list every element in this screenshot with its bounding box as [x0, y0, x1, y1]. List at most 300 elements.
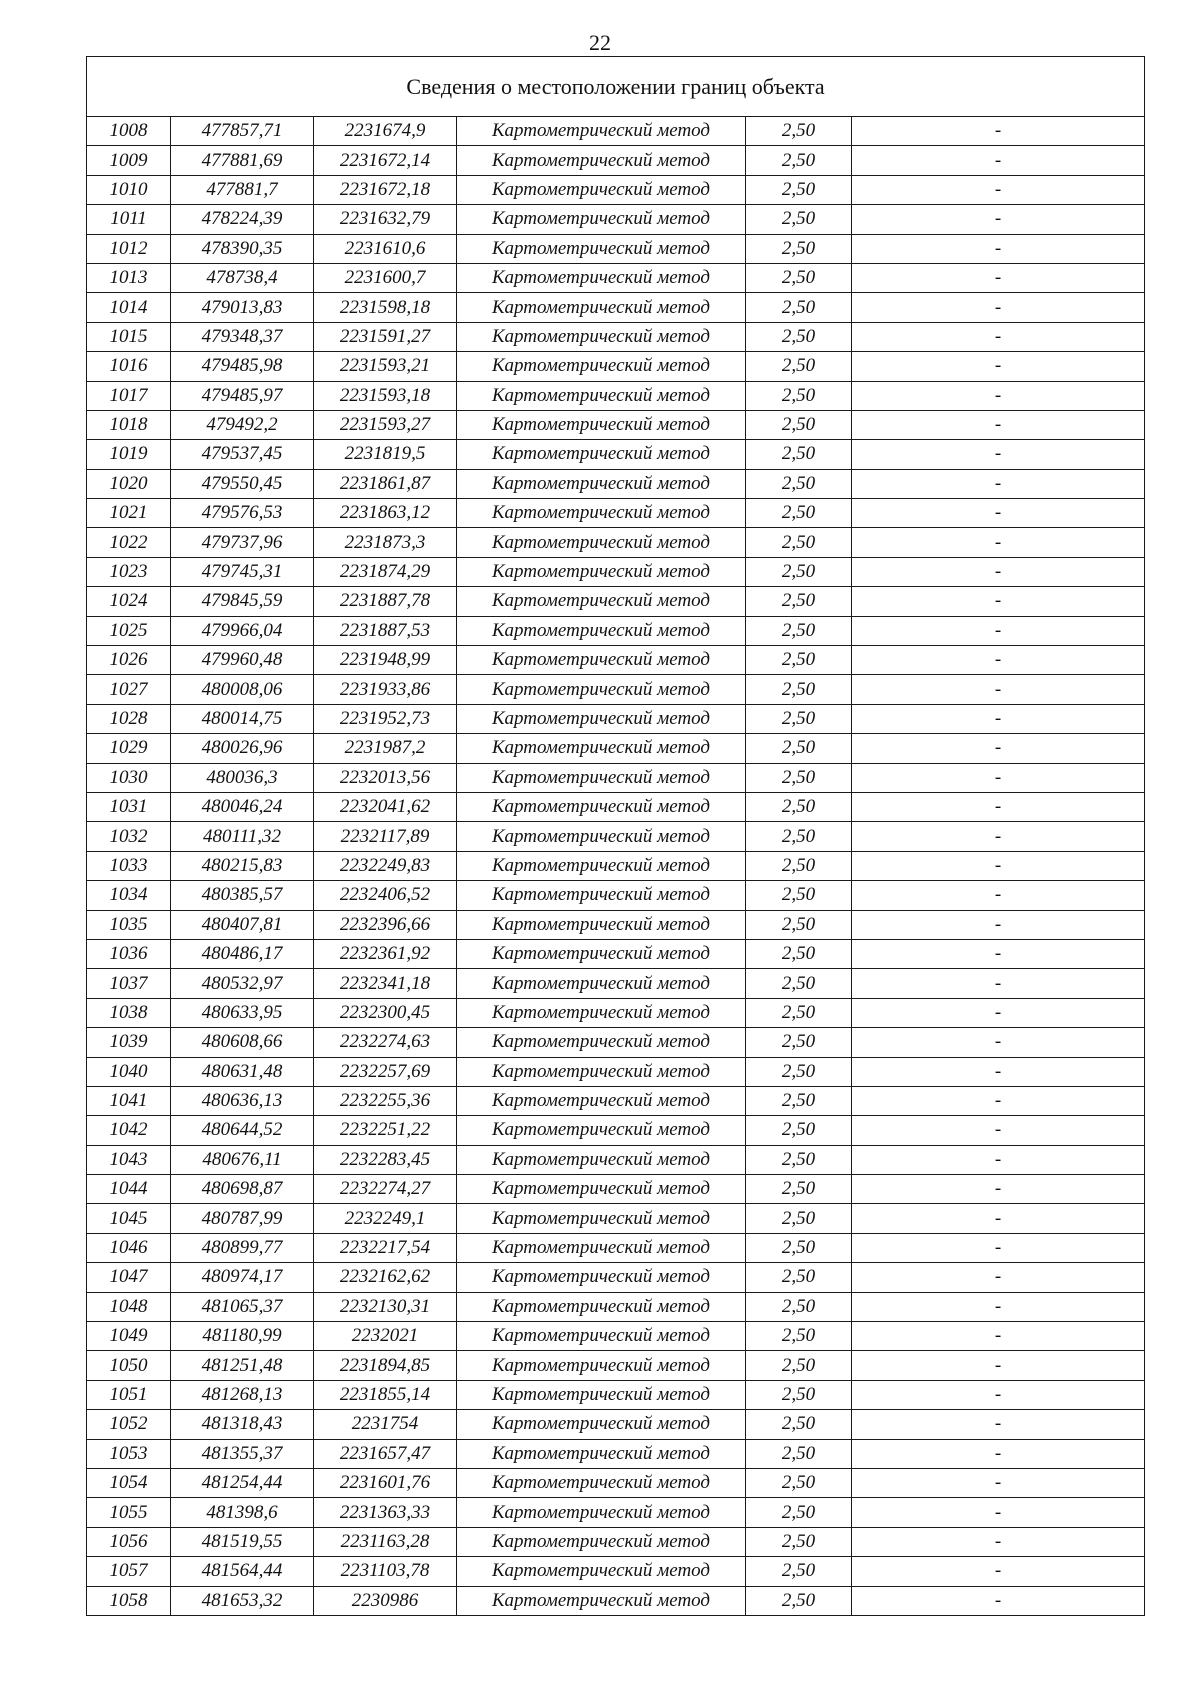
point-number-cell: 1015 [87, 322, 171, 351]
x-coordinate-cell: 479348,37 [171, 322, 314, 351]
y-coordinate-cell: 2231874,29 [314, 557, 457, 586]
y-coordinate-cell: 2231672,18 [314, 175, 457, 204]
description-cell: - [852, 1527, 1145, 1556]
accuracy-cell: 2,50 [746, 1028, 852, 1057]
y-coordinate-cell: 2232013,56 [314, 763, 457, 792]
description-cell: - [852, 146, 1145, 175]
point-number-cell: 1036 [87, 939, 171, 968]
y-coordinate-cell: 2231632,79 [314, 205, 457, 234]
accuracy-cell: 2,50 [746, 792, 852, 821]
description-cell: - [852, 616, 1145, 645]
table-row [87, 1263, 1145, 1292]
x-coordinate-cell: 479485,97 [171, 381, 314, 410]
point-number-cell: 1021 [87, 499, 171, 528]
table-row [87, 616, 1145, 645]
description-cell: - [852, 939, 1145, 968]
accuracy-cell: 2,50 [746, 939, 852, 968]
description-cell: - [852, 675, 1145, 704]
table-row [87, 1586, 1145, 1615]
method-cell: Картометрический метод [457, 1292, 746, 1321]
table-title-row [87, 57, 1145, 117]
accuracy-cell: 2,50 [746, 205, 852, 234]
x-coordinate-cell: 481180,99 [171, 1322, 314, 1351]
method-cell: Картометрический метод [457, 410, 746, 439]
accuracy-cell: 2,50 [746, 117, 852, 146]
accuracy-cell: 2,50 [746, 1145, 852, 1174]
description-cell: - [852, 175, 1145, 204]
x-coordinate-cell: 479966,04 [171, 616, 314, 645]
x-coordinate-cell: 480026,96 [171, 734, 314, 763]
accuracy-cell: 2,50 [746, 1116, 852, 1145]
point-number-cell: 1022 [87, 528, 171, 557]
method-cell: Картометрический метод [457, 851, 746, 880]
description-cell: - [852, 499, 1145, 528]
description-cell: - [852, 1057, 1145, 1086]
table-row [87, 1439, 1145, 1468]
x-coordinate-cell: 479537,45 [171, 440, 314, 469]
y-coordinate-cell: 2232341,18 [314, 969, 457, 998]
description-cell: - [852, 1380, 1145, 1409]
description-cell: - [852, 1175, 1145, 1204]
description-cell: - [852, 704, 1145, 733]
x-coordinate-cell: 481519,55 [171, 1527, 314, 1556]
table-row [87, 792, 1145, 821]
x-coordinate-cell: 479737,96 [171, 528, 314, 557]
description-cell: - [852, 1086, 1145, 1115]
y-coordinate-cell: 2231103,78 [314, 1557, 457, 1586]
x-coordinate-cell: 479013,83 [171, 293, 314, 322]
method-cell: Картометрический метод [457, 322, 746, 351]
point-number-cell: 1009 [87, 146, 171, 175]
description-cell: - [852, 1322, 1145, 1351]
y-coordinate-cell: 2231933,86 [314, 675, 457, 704]
method-cell: Картометрический метод [457, 822, 746, 851]
point-number-cell: 1011 [87, 205, 171, 234]
accuracy-cell: 2,50 [746, 1322, 852, 1351]
accuracy-cell: 2,50 [746, 851, 852, 880]
accuracy-cell: 2,50 [746, 1233, 852, 1262]
method-cell: Картометрический метод [457, 1351, 746, 1380]
x-coordinate-cell: 481653,32 [171, 1586, 314, 1615]
y-coordinate-cell: 2231674,9 [314, 117, 457, 146]
accuracy-cell: 2,50 [746, 1292, 852, 1321]
table-row [87, 322, 1145, 351]
method-cell: Картометрический метод [457, 1204, 746, 1233]
point-number-cell: 1043 [87, 1145, 171, 1174]
table-row [87, 1145, 1145, 1174]
x-coordinate-cell: 480407,81 [171, 910, 314, 939]
description-cell: - [852, 851, 1145, 880]
table-row [87, 1468, 1145, 1497]
method-cell: Картометрический метод [457, 939, 746, 968]
description-cell: - [852, 910, 1145, 939]
description-cell: - [852, 1468, 1145, 1497]
point-number-cell: 1014 [87, 293, 171, 322]
y-coordinate-cell: 2232021 [314, 1322, 457, 1351]
x-coordinate-cell: 480036,3 [171, 763, 314, 792]
point-number-cell: 1054 [87, 1468, 171, 1497]
x-coordinate-cell: 480608,66 [171, 1028, 314, 1057]
description-cell: - [852, 646, 1145, 675]
y-coordinate-cell: 2231873,3 [314, 528, 457, 557]
x-coordinate-cell: 481254,44 [171, 1468, 314, 1497]
description-cell: - [852, 1145, 1145, 1174]
accuracy-cell: 2,50 [746, 998, 852, 1027]
y-coordinate-cell: 2231894,85 [314, 1351, 457, 1380]
x-coordinate-cell: 481398,6 [171, 1498, 314, 1527]
accuracy-cell: 2,50 [746, 763, 852, 792]
accuracy-cell: 2,50 [746, 587, 852, 616]
point-number-cell: 1018 [87, 410, 171, 439]
table-row [87, 234, 1145, 263]
accuracy-cell: 2,50 [746, 1468, 852, 1497]
table-row [87, 175, 1145, 204]
x-coordinate-cell: 480636,13 [171, 1086, 314, 1115]
point-number-cell: 1047 [87, 1263, 171, 1292]
table-row [87, 352, 1145, 381]
x-coordinate-cell: 480111,32 [171, 822, 314, 851]
description-cell: - [852, 293, 1145, 322]
table-row [87, 704, 1145, 733]
table-row [87, 528, 1145, 557]
x-coordinate-cell: 481268,13 [171, 1380, 314, 1409]
table-row [87, 587, 1145, 616]
y-coordinate-cell: 2231819,5 [314, 440, 457, 469]
method-cell: Картометрический метод [457, 792, 746, 821]
table-row [87, 146, 1145, 175]
point-number-cell: 1051 [87, 1380, 171, 1409]
method-cell: Картометрический метод [457, 1557, 746, 1586]
method-cell: Картометрический метод [457, 1057, 746, 1086]
x-coordinate-cell: 480676,11 [171, 1145, 314, 1174]
method-cell: Картометрический метод [457, 1028, 746, 1057]
y-coordinate-cell: 2232251,22 [314, 1116, 457, 1145]
table-row [87, 646, 1145, 675]
point-number-cell: 1040 [87, 1057, 171, 1086]
accuracy-cell: 2,50 [746, 822, 852, 851]
point-number-cell: 1027 [87, 675, 171, 704]
accuracy-cell: 2,50 [746, 1557, 852, 1586]
table-row [87, 1498, 1145, 1527]
description-cell: - [852, 881, 1145, 910]
point-number-cell: 1039 [87, 1028, 171, 1057]
y-coordinate-cell: 2231948,99 [314, 646, 457, 675]
x-coordinate-cell: 480633,95 [171, 998, 314, 1027]
point-number-cell: 1057 [87, 1557, 171, 1586]
method-cell: Картометрический метод [457, 1498, 746, 1527]
table-row [87, 205, 1145, 234]
method-cell: Картометрический метод [457, 616, 746, 645]
method-cell: Картометрический метод [457, 675, 746, 704]
y-coordinate-cell: 2231591,27 [314, 322, 457, 351]
method-cell: Картометрический метод [457, 1439, 746, 1468]
table-row [87, 851, 1145, 880]
x-coordinate-cell: 480046,24 [171, 792, 314, 821]
y-coordinate-cell: 2231863,12 [314, 499, 457, 528]
y-coordinate-cell: 2231887,53 [314, 616, 457, 645]
y-coordinate-cell: 2231855,14 [314, 1380, 457, 1409]
method-cell: Картометрический метод [457, 557, 746, 586]
point-number-cell: 1058 [87, 1586, 171, 1615]
point-number-cell: 1052 [87, 1410, 171, 1439]
y-coordinate-cell: 2231610,6 [314, 234, 457, 263]
point-number-cell: 1026 [87, 646, 171, 675]
method-cell: Картометрический метод [457, 469, 746, 498]
y-coordinate-cell: 2232249,1 [314, 1204, 457, 1233]
x-coordinate-cell: 479745,31 [171, 557, 314, 586]
y-coordinate-cell: 2231861,87 [314, 469, 457, 498]
description-cell: - [852, 469, 1145, 498]
method-cell: Картометрический метод [457, 1322, 746, 1351]
point-number-cell: 1013 [87, 263, 171, 292]
x-coordinate-cell: 480008,06 [171, 675, 314, 704]
point-number-cell: 1031 [87, 792, 171, 821]
description-cell: - [852, 117, 1145, 146]
y-coordinate-cell: 2231593,27 [314, 410, 457, 439]
accuracy-cell: 2,50 [746, 1380, 852, 1409]
y-coordinate-cell: 2231672,14 [314, 146, 457, 175]
y-coordinate-cell: 2231593,18 [314, 381, 457, 410]
y-coordinate-cell: 2232274,27 [314, 1175, 457, 1204]
table-row [87, 1086, 1145, 1115]
method-cell: Картометрический метод [457, 263, 746, 292]
method-cell: Картометрический метод [457, 734, 746, 763]
accuracy-cell: 2,50 [746, 1057, 852, 1086]
table-row [87, 939, 1145, 968]
y-coordinate-cell: 2231601,76 [314, 1468, 457, 1497]
y-coordinate-cell: 2231987,2 [314, 734, 457, 763]
description-cell: - [852, 381, 1145, 410]
x-coordinate-cell: 481065,37 [171, 1292, 314, 1321]
table-row [87, 998, 1145, 1027]
table-row [87, 763, 1145, 792]
table-row [87, 822, 1145, 851]
method-cell: Картометрический метод [457, 117, 746, 146]
method-cell: Картометрический метод [457, 1263, 746, 1292]
x-coordinate-cell: 480215,83 [171, 851, 314, 880]
method-cell: Картометрический метод [457, 587, 746, 616]
x-coordinate-cell: 480974,17 [171, 1263, 314, 1292]
description-cell: - [852, 234, 1145, 263]
x-coordinate-cell: 480899,77 [171, 1233, 314, 1262]
x-coordinate-cell: 480644,52 [171, 1116, 314, 1145]
accuracy-cell: 2,50 [746, 381, 852, 410]
point-number-cell: 1050 [87, 1351, 171, 1380]
description-cell: - [852, 1557, 1145, 1586]
accuracy-cell: 2,50 [746, 969, 852, 998]
point-number-cell: 1055 [87, 1498, 171, 1527]
description-cell: - [852, 822, 1145, 851]
accuracy-cell: 2,50 [746, 704, 852, 733]
description-cell: - [852, 587, 1145, 616]
point-number-cell: 1012 [87, 234, 171, 263]
point-number-cell: 1017 [87, 381, 171, 410]
accuracy-cell: 2,50 [746, 1086, 852, 1115]
description-cell: - [852, 1410, 1145, 1439]
table-row [87, 263, 1145, 292]
method-cell: Картометрический метод [457, 293, 746, 322]
table-row [87, 881, 1145, 910]
accuracy-cell: 2,50 [746, 1498, 852, 1527]
accuracy-cell: 2,50 [746, 616, 852, 645]
table-row [87, 469, 1145, 498]
y-coordinate-cell: 2232406,52 [314, 881, 457, 910]
table-row [87, 440, 1145, 469]
accuracy-cell: 2,50 [746, 234, 852, 263]
x-coordinate-cell: 481355,37 [171, 1439, 314, 1468]
table-row [87, 557, 1145, 586]
accuracy-cell: 2,50 [746, 175, 852, 204]
y-coordinate-cell: 2231593,21 [314, 352, 457, 381]
point-number-cell: 1019 [87, 440, 171, 469]
method-cell: Картометрический метод [457, 1175, 746, 1204]
description-cell: - [852, 1351, 1145, 1380]
description-cell: - [852, 1439, 1145, 1468]
method-cell: Картометрический метод [457, 1086, 746, 1115]
accuracy-cell: 2,50 [746, 1586, 852, 1615]
y-coordinate-cell: 2231657,47 [314, 1439, 457, 1468]
accuracy-cell: 2,50 [746, 263, 852, 292]
table-row [87, 410, 1145, 439]
accuracy-cell: 2,50 [746, 499, 852, 528]
table-title: Сведения о местоположении границ объекта [87, 57, 1145, 117]
y-coordinate-cell: 2232361,92 [314, 939, 457, 968]
accuracy-cell: 2,50 [746, 1351, 852, 1380]
method-cell: Картометрический метод [457, 1145, 746, 1174]
page-number: 22 [589, 30, 611, 55]
description-cell: - [852, 1028, 1145, 1057]
x-coordinate-cell: 477857,71 [171, 117, 314, 146]
description-cell: - [852, 557, 1145, 586]
x-coordinate-cell: 481318,43 [171, 1410, 314, 1439]
description-cell: - [852, 410, 1145, 439]
table-row [87, 1351, 1145, 1380]
table-row [87, 1292, 1145, 1321]
accuracy-cell: 2,50 [746, 1175, 852, 1204]
description-cell: - [852, 969, 1145, 998]
y-coordinate-cell: 2232283,45 [314, 1145, 457, 1174]
x-coordinate-cell: 479485,98 [171, 352, 314, 381]
table-body [87, 117, 1145, 1616]
accuracy-cell: 2,50 [746, 557, 852, 586]
y-coordinate-cell: 2232217,54 [314, 1233, 457, 1262]
method-cell: Картометрический метод [457, 175, 746, 204]
y-coordinate-cell: 2232257,69 [314, 1057, 457, 1086]
y-coordinate-cell: 2232396,66 [314, 910, 457, 939]
point-number-cell: 1049 [87, 1322, 171, 1351]
method-cell: Картометрический метод [457, 381, 746, 410]
table-row [87, 293, 1145, 322]
table-row [87, 1028, 1145, 1057]
table-row [87, 1527, 1145, 1556]
table-row [87, 969, 1145, 998]
method-cell: Картометрический метод [457, 1527, 746, 1556]
x-coordinate-cell: 478390,35 [171, 234, 314, 263]
description-cell: - [852, 263, 1145, 292]
y-coordinate-cell: 2231952,73 [314, 704, 457, 733]
method-cell: Картометрический метод [457, 1380, 746, 1409]
method-cell: Картометрический метод [457, 1233, 746, 1262]
method-cell: Картометрический метод [457, 763, 746, 792]
accuracy-cell: 2,50 [746, 881, 852, 910]
method-cell: Картометрический метод [457, 352, 746, 381]
accuracy-cell: 2,50 [746, 528, 852, 557]
description-cell: - [852, 792, 1145, 821]
method-cell: Картометрический метод [457, 646, 746, 675]
point-number-cell: 1042 [87, 1116, 171, 1145]
x-coordinate-cell: 480014,75 [171, 704, 314, 733]
y-coordinate-cell: 2231363,33 [314, 1498, 457, 1527]
accuracy-cell: 2,50 [746, 469, 852, 498]
point-number-cell: 1032 [87, 822, 171, 851]
description-cell: - [852, 1292, 1145, 1321]
x-coordinate-cell: 479550,45 [171, 469, 314, 498]
accuracy-cell: 2,50 [746, 440, 852, 469]
boundary-coordinates-table [86, 56, 1145, 1616]
point-number-cell: 1046 [87, 1233, 171, 1262]
method-cell: Картометрический метод [457, 528, 746, 557]
x-coordinate-cell: 481251,48 [171, 1351, 314, 1380]
table-row [87, 1557, 1145, 1586]
y-coordinate-cell: 2232249,83 [314, 851, 457, 880]
point-number-cell: 1029 [87, 734, 171, 763]
accuracy-cell: 2,50 [746, 293, 852, 322]
table-row [87, 499, 1145, 528]
x-coordinate-cell: 477881,69 [171, 146, 314, 175]
x-coordinate-cell: 479845,59 [171, 587, 314, 616]
description-cell: - [852, 352, 1145, 381]
description-cell: - [852, 528, 1145, 557]
table-row [87, 1175, 1145, 1204]
x-coordinate-cell: 480385,57 [171, 881, 314, 910]
point-number-cell: 1028 [87, 704, 171, 733]
method-cell: Картометрический метод [457, 881, 746, 910]
accuracy-cell: 2,50 [746, 646, 852, 675]
y-coordinate-cell: 2232255,36 [314, 1086, 457, 1115]
point-number-cell: 1037 [87, 969, 171, 998]
method-cell: Картометрический метод [457, 969, 746, 998]
accuracy-cell: 2,50 [746, 146, 852, 175]
description-cell: - [852, 763, 1145, 792]
point-number-cell: 1044 [87, 1175, 171, 1204]
y-coordinate-cell: 2231163,28 [314, 1527, 457, 1556]
table-row [87, 1410, 1145, 1439]
x-coordinate-cell: 479492,2 [171, 410, 314, 439]
x-coordinate-cell: 480532,97 [171, 969, 314, 998]
point-number-cell: 1030 [87, 763, 171, 792]
accuracy-cell: 2,50 [746, 1527, 852, 1556]
table-row [87, 1233, 1145, 1262]
description-cell: - [852, 1263, 1145, 1292]
point-number-cell: 1024 [87, 587, 171, 616]
accuracy-cell: 2,50 [746, 910, 852, 939]
y-coordinate-cell: 2231600,7 [314, 263, 457, 292]
y-coordinate-cell: 2232162,62 [314, 1263, 457, 1292]
description-cell: - [852, 998, 1145, 1027]
description-cell: - [852, 1233, 1145, 1262]
table-row [87, 675, 1145, 704]
description-cell: - [852, 734, 1145, 763]
point-number-cell: 1041 [87, 1086, 171, 1115]
method-cell: Картометрический метод [457, 1116, 746, 1145]
accuracy-cell: 2,50 [746, 1204, 852, 1233]
point-number-cell: 1023 [87, 557, 171, 586]
y-coordinate-cell: 2232300,45 [314, 998, 457, 1027]
table-row [87, 117, 1145, 146]
x-coordinate-cell: 478738,4 [171, 263, 314, 292]
x-coordinate-cell: 481564,44 [171, 1557, 314, 1586]
point-number-cell: 1020 [87, 469, 171, 498]
